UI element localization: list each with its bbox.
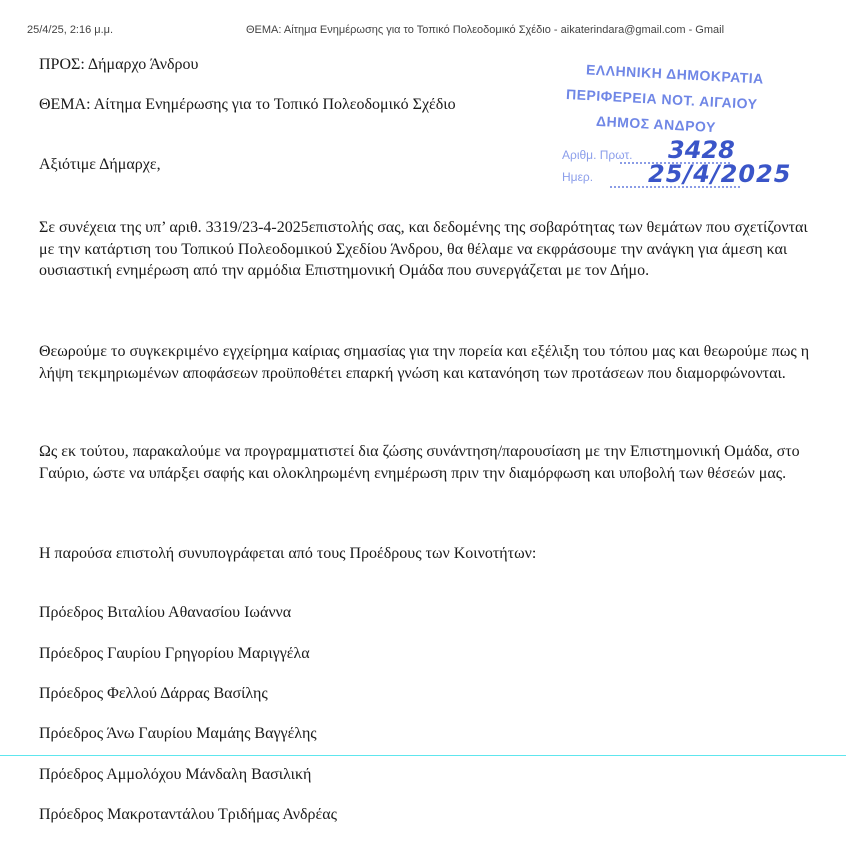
print-date: 25/4/25, 2:16 μ.μ. — [27, 24, 114, 36]
signatory: Πρόεδρος Βιταλίου Αθανασίου Ιωάννα — [39, 604, 292, 621]
greeting: Αξιότιμε Δήμαρχε, — [39, 156, 161, 173]
handwritten-protocol-number: 3428 — [668, 136, 735, 164]
signatory: Πρόεδρος Αμμολόχου Μάνδαλη Βασιλική — [39, 766, 312, 783]
paragraph-3: Ως εκ τούτου, παρακαλούμε να προγραμματιστεί δια ζώσης συνάντηση/παρουσίαση με την Επιστημονική Ομάδα, στο Γαύριο, ώστε να υπάρξει σαφής και ολοκληρωμένη ενημέρωση πριν την διαμόρφωση και υποβολή των θέσεών μας. — [39, 443, 800, 482]
paragraph-1: Σε συνέχεια της υπ’ αριθ. 3319/23-4-2025επιστολής σας, και δεδομένης της σοβαρότητας των θεμάτων που σχετίζονται με την κατάρτιση του Τοπικού Πολεοδομικού Σχεδίου Άνδρου, θα θέλαμε να εκφράσουμε την ανάγκη για άμεση και ουσιαστική ενημέρωση από την αρμόδια Επιστημονική Ομάδα που συνεργάζεται με τον Δήμο. — [39, 219, 808, 279]
recipient-line: ΠΡΟΣ: Δήμαρχο Άνδρου — [39, 56, 199, 73]
stamp-date-label: Ημερ. — [562, 170, 594, 184]
signatory: Πρόεδρος Φελλού Δάρρας Βασίλης — [39, 685, 268, 702]
scan-artifact-line — [0, 755, 846, 756]
stamp-protocol-label: Αριθμ. Πρωτ. — [562, 148, 633, 162]
protocol-stamp — [560, 61, 800, 196]
stamp-line-2: ΠΕΡΙΦΕΡΕΙΑ ΝΟΤ. ΑΙΓΑΙΟΥ — [565, 85, 758, 113]
stamp-line-1: ΕΛΛΗΝΙΚΗ ΔΗΜΟΚΡΑΤΙΑ — [585, 61, 765, 87]
handwritten-date: 25/4/2025 — [648, 160, 792, 188]
print-title: ΘΕΜΑ: Αίτημα Ενημέρωσης για το Τοπικό Πολεοδομικό Σχέδιο - aikaterindara@gmail.com - Gmail — [246, 24, 725, 36]
paragraph-2: Θεωρούμε το συγκεκριμένο εγχείρημα καίριας σημασίας για την πορεία και εξέλιξη του τόπου μας και θεωρούμε πως η λήψη τεκμηριωμένων αποφάσεων προϋποθέτει επαρκή γνώση και κατανόηση των προτάσεων που διαμορφώνονται. — [39, 343, 810, 382]
stamp-line-3: ΔΗΜΟΣ ΑΝΔΡΟΥ — [595, 112, 717, 136]
subject-line: ΘΕΜΑ: Αίτημα Ενημέρωσης για το Τοπικό Πολεοδομικό Σχέδιο — [39, 96, 456, 113]
signatory: Πρόεδρος Άνω Γαυρίου Μαμάης Βαγγέλης — [39, 725, 317, 742]
cosign-intro: Η παρούσα επιστολή συνυπογράφεται από τους Προέδρους των Κοινοτήτων: — [39, 545, 537, 562]
print-header — [0, 24, 846, 40]
signatory: Πρόεδρος Μακροταντάλου Τριδήμας Ανδρέας — [39, 806, 337, 823]
signatory: Πρόεδρος Γαυρίου Γρηγορίου Μαριγγέλα — [39, 645, 310, 662]
